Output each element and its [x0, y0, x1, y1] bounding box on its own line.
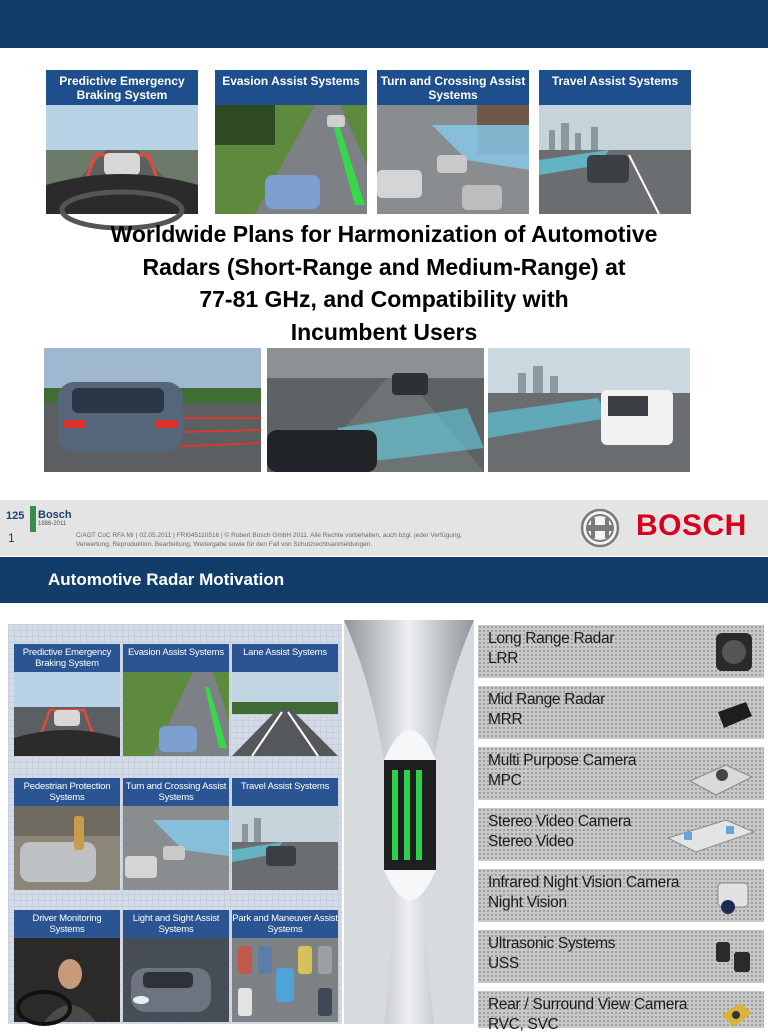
tile-label: Lane Assist Systems — [232, 644, 338, 672]
mid-radar-icon — [712, 690, 756, 736]
feature-label: Evasion Assist Systems — [215, 70, 367, 105]
tile-image — [123, 672, 229, 756]
tile-label: Evasion Assist Systems — [123, 644, 229, 672]
vehicle-overview-graphic — [344, 620, 474, 1024]
title-line: 77-81 GHz, and Compatibility with — [199, 286, 569, 312]
page-number: 1 — [8, 531, 15, 545]
tile-image — [232, 938, 338, 1022]
camera-icon — [686, 751, 756, 797]
tile-label: Travel Assist Systems — [232, 778, 338, 806]
radar-highway-image — [267, 348, 484, 472]
sensor-abbr: RVC, SVC — [488, 1016, 559, 1033]
anniversary-number: 125 — [6, 510, 25, 522]
tile-image — [123, 806, 229, 890]
sensor-name: Infrared Night Vision Camera — [488, 874, 680, 891]
sensor-multi-purpose-camera — [478, 746, 764, 800]
tile-image — [232, 806, 338, 890]
sensor-abbr: USS — [488, 955, 519, 972]
systems-grid — [8, 624, 342, 1024]
bosch-logo-text: BOSCH — [636, 509, 747, 542]
feature-label: Travel Assist Systems — [539, 70, 691, 105]
tile-driver-monitoring — [14, 910, 120, 1022]
tile-lane-assist — [232, 644, 338, 756]
tile-label: Turn and Crossing Assist Systems — [123, 778, 229, 806]
legal-line: C/AGT CoC RFA Mr | 02.05.2011 | FRI045110516 | © Robert Bosch GmbH 2011. Alle Rechte vorbehalten, auch bzgl. jeder Verfügung, — [76, 532, 462, 539]
feature-predictive-braking — [46, 70, 198, 214]
feature-travel-assist — [539, 70, 691, 214]
feature-label: Turn and Crossing Assist Systems — [377, 70, 529, 105]
feature-turn-crossing — [377, 70, 529, 214]
sensor-name: Stereo Video Camera — [488, 813, 632, 830]
crossing-scene-image — [377, 105, 529, 214]
travel-scene-image — [539, 105, 691, 214]
tile-evasion-assist — [123, 644, 229, 756]
tile-image — [123, 938, 229, 1022]
ultrasonic-icon — [712, 934, 756, 980]
feature-label: Predictive Emergency Braking System — [46, 70, 198, 105]
tile-label: Driver Monitoring Systems — [14, 910, 120, 938]
slide1-footer — [0, 500, 768, 556]
sensor-name: Mid Range Radar — [488, 691, 605, 708]
tile-image — [14, 672, 120, 756]
tile-label: Pedestrian Protection Systems — [14, 778, 120, 806]
tile-predictive-braking — [14, 644, 120, 756]
slide1-header-bar — [0, 0, 768, 48]
tile-light-sight — [123, 910, 229, 1022]
legal-line: Verwertung, Reproduktion, Bearbeitung, Weitergabe sowie für den Fall von Schutzrechtsanmeldungen. — [76, 541, 373, 548]
tile-image — [232, 672, 338, 756]
tile-image — [14, 806, 120, 890]
stereo-camera-icon — [666, 812, 756, 858]
anniversary-mark — [30, 506, 36, 532]
sensor-abbr: LRR — [488, 650, 519, 667]
tile-label: Light and Sight Assist Systems — [123, 910, 229, 938]
sensor-name: Multi Purpose Camera — [488, 752, 637, 769]
tile-label: Predictive Emergency Braking System — [14, 644, 120, 672]
anniversary-years: 1886-2011 — [38, 521, 67, 527]
tile-image — [14, 938, 120, 1022]
legal-notice — [76, 531, 566, 549]
slide2-header-bar — [0, 557, 768, 603]
sensor-abbr: MPC — [488, 772, 522, 789]
sensor-long-range-radar — [478, 624, 764, 678]
braking-scene-image — [46, 105, 198, 214]
sensor-abbr: MRR — [488, 711, 523, 728]
title-line: Incumbent Users — [290, 318, 478, 345]
evasion-scene-image — [215, 105, 367, 214]
slide1-title — [20, 218, 748, 348]
tile-pedestrian-protection — [14, 778, 120, 890]
title-line: Radars (Short-Range and Medium-Range) at — [142, 253, 626, 280]
sensor-name: Ultrasonic Systems — [488, 935, 616, 952]
radar-sedan-image — [44, 348, 261, 472]
tile-label: Park and Maneuver Assist Systems — [232, 910, 338, 938]
sensor-abbr: Stereo Video — [488, 833, 574, 850]
bosch-armature-icon — [580, 508, 620, 548]
anniversary-brand: Bosch — [38, 509, 72, 521]
sensor-mid-range-radar — [478, 685, 764, 739]
feature-evasion-assist — [215, 70, 367, 214]
radar-van-image — [488, 348, 690, 472]
sensor-ultrasonic — [478, 929, 764, 983]
sensor-surround-view-camera — [478, 990, 764, 1033]
sensor-name: Long Range Radar — [488, 630, 615, 647]
tile-turn-crossing — [123, 778, 229, 890]
tile-park-maneuver — [232, 910, 338, 1022]
sensor-stereo-video-camera — [478, 807, 764, 861]
radar-sensor-icon — [712, 629, 756, 675]
slide2-title: Automotive Radar Motivation — [48, 570, 285, 589]
surround-camera-icon — [716, 995, 756, 1029]
title-line: Worldwide Plans for Harmonization of Automotive — [110, 221, 658, 247]
sensor-name: Rear / Surround View Camera — [488, 996, 688, 1013]
sensor-abbr: Night Vision — [488, 894, 567, 911]
tile-travel-assist — [232, 778, 338, 890]
sensor-night-vision-camera — [478, 868, 764, 922]
night-vision-icon — [712, 873, 756, 919]
